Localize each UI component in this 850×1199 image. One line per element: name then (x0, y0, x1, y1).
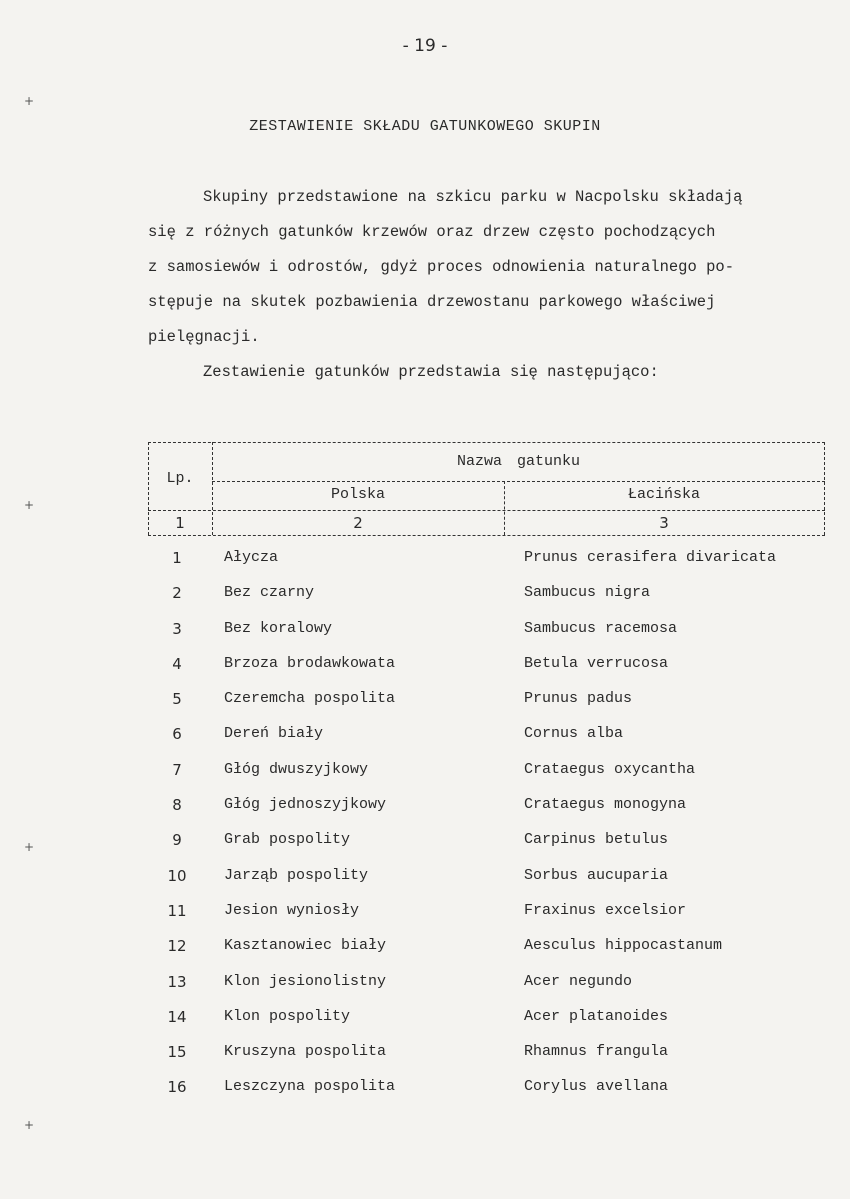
page-number: - 19 - (402, 36, 448, 56)
table-row (0, 725, 850, 760)
latin-name: Crataegus oxycantha (524, 760, 696, 778)
polish-name: Bez czarny (224, 584, 315, 602)
table-row (0, 620, 850, 655)
latin-name: Corylus avellana (524, 1078, 669, 1096)
row-number: 1 (172, 549, 182, 567)
polish-name: Ałycza (224, 549, 279, 566)
intro-line: stępuje na skutek pozbawienia drzewostanu parkowego właściwej (148, 293, 716, 311)
latin-name: Aesculus hippocastanum (524, 937, 723, 955)
column-index: 2 (353, 514, 363, 532)
latin-name: Cornus alba (524, 725, 624, 743)
polish-name: Klon pospolity (224, 1007, 351, 1025)
latin-name: Prunus cerasifera divaricata (524, 549, 777, 566)
polish-name: Kruszyna pospolita (224, 1043, 387, 1061)
header-species-name: Nazwa gatunku (456, 453, 581, 470)
polish-name: Jesion wyniosły (224, 901, 360, 919)
polish-name: Klon jesionolistny (224, 972, 387, 990)
species-list (0, 549, 850, 1114)
table-row (0, 1043, 850, 1078)
polish-name: Dereń biały (224, 725, 324, 743)
table-rule (212, 481, 825, 482)
row-number: 3 (172, 619, 182, 638)
latin-name: Acer platanoides (524, 1007, 669, 1025)
species-table-header (148, 442, 825, 536)
row-number: 11 (167, 901, 187, 920)
row-number: 14 (167, 1007, 187, 1026)
row-number: 7 (172, 760, 182, 779)
polish-name: Głóg jednoszyjkowy (224, 796, 387, 814)
row-number: 12 (167, 937, 187, 956)
table-row (0, 584, 850, 619)
latin-name: Acer negundo (524, 972, 633, 990)
table-rule (148, 510, 825, 511)
polish-name: Brzoza brodawkowata (224, 654, 396, 672)
latin-name: Rhamnus frangula (524, 1043, 669, 1061)
intro-line: się z różnych gatunków krzewów oraz drzew często pochodzących (148, 223, 716, 241)
intro-line: z samosiewów i odrostów, gdyż proces odnowienia naturalnego po- (148, 258, 734, 276)
row-number: 2 (172, 584, 182, 603)
intro-second-paragraph: Zestawienie gatunków przedstawia się następująco: (203, 363, 659, 381)
table-row (0, 761, 850, 796)
table-row (0, 655, 850, 690)
table-rule (148, 442, 825, 443)
row-number: 6 (172, 725, 182, 744)
row-number: 4 (172, 654, 182, 673)
latin-name: Sambucus racemosa (524, 619, 678, 637)
intro-paragraph (148, 180, 818, 355)
header-polish: Polska (330, 486, 385, 503)
polish-name: Czeremcha pospolita (224, 690, 396, 708)
polish-name: Grab pospolity (224, 831, 351, 849)
polish-name: Bez koralowy (224, 619, 333, 637)
latin-name: Crataegus monogyna (524, 796, 687, 814)
row-number: 13 (167, 972, 187, 991)
latin-name: Prunus padus (524, 690, 633, 708)
table-row (0, 867, 850, 902)
table-row (0, 1078, 850, 1113)
table-row (0, 937, 850, 972)
polish-name: Kasztanowiec biały (224, 937, 387, 955)
intro-line: pielęgnacji. (148, 328, 260, 346)
document-title: ZESTAWIENIE SKŁADU GATUNKOWEGO SKUPIN (249, 118, 601, 135)
header-latin: Łacińska (627, 486, 700, 503)
intro-line: Skupiny przedstawione na szkicu parku w Nacpolsku składają (203, 188, 743, 206)
column-index: 1 (175, 514, 185, 532)
binder-hole-mark: + (24, 1118, 35, 1132)
binder-hole-mark: + (24, 94, 35, 108)
latin-name: Betula verrucosa (524, 654, 669, 672)
row-number: 8 (172, 796, 182, 815)
table-row (0, 831, 850, 866)
table-row (0, 1008, 850, 1043)
table-row (0, 549, 850, 584)
table-row (0, 690, 850, 725)
table-row (0, 796, 850, 831)
latin-name: Sambucus nigra (524, 584, 651, 602)
row-number: 5 (172, 690, 182, 709)
row-number: 10 (167, 866, 187, 885)
polish-name: Jarząb pospolity (224, 866, 369, 884)
latin-name: Sorbus aucuparia (524, 866, 669, 884)
latin-name: Fraxinus excelsior (524, 901, 687, 919)
column-index: 3 (659, 514, 669, 532)
binder-hole-mark: + (24, 498, 35, 512)
row-number: 15 (167, 1043, 187, 1062)
table-row (0, 902, 850, 937)
polish-name: Głóg dwuszyjkowy (224, 760, 369, 778)
row-number: 16 (167, 1078, 187, 1097)
latin-name: Carpinus betulus (524, 831, 669, 849)
table-row (0, 973, 850, 1008)
polish-name: Leszczyna pospolita (224, 1078, 396, 1096)
table-rule (148, 535, 825, 536)
row-number: 9 (172, 831, 182, 850)
header-lp: Lp. (166, 470, 194, 487)
binder-hole-mark: + (24, 840, 35, 854)
